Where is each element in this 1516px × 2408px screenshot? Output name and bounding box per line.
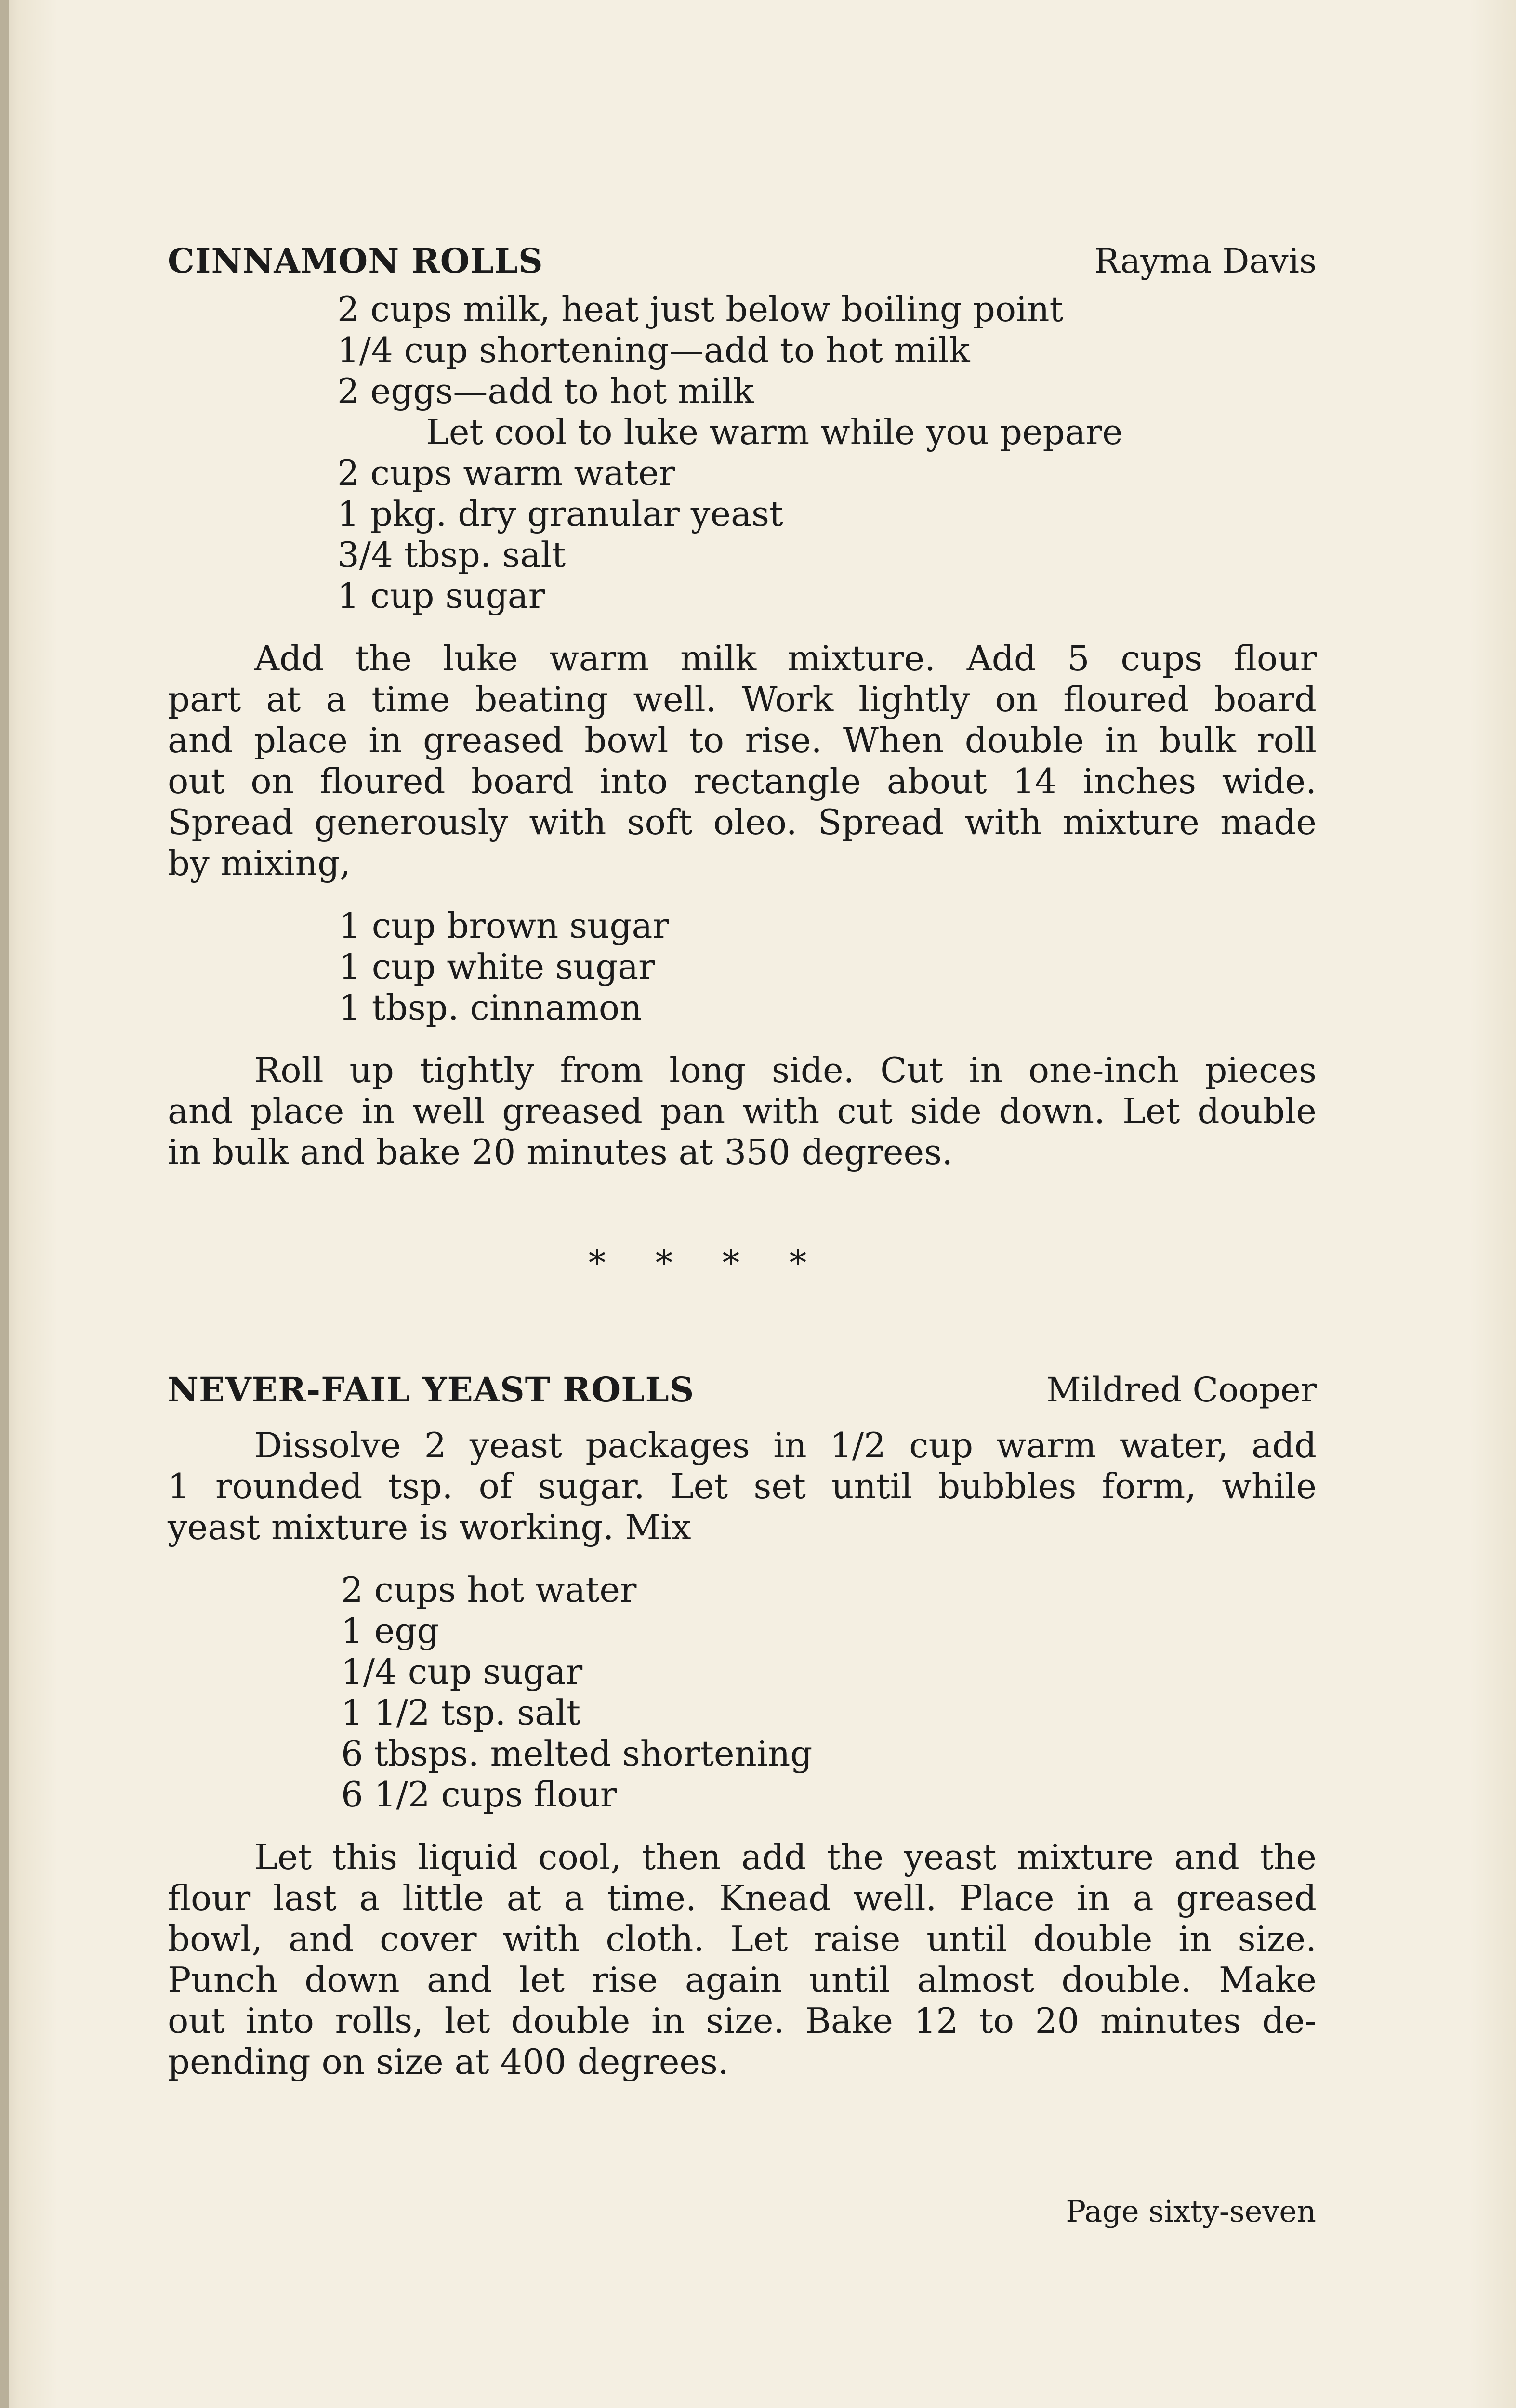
ingredient-item: 1 cup brown sugar [339, 905, 669, 946]
instructions-paragraph [168, 1050, 1317, 1173]
ingredient-item: 2 cups warm water [337, 453, 675, 493]
instructions-paragraph [168, 638, 1317, 884]
paragraph-line: Spread generously with soft oleo. Spread with mixture made [168, 802, 1317, 842]
ingredient-list [341, 1570, 1317, 1815]
recipe-header [168, 241, 1317, 289]
ingredient-item: 2 cups hot water [341, 1570, 637, 1610]
ingredient-item: 1 cup white sugar [339, 946, 655, 987]
paragraph-line: pending on size at 400 degrees. [168, 2042, 729, 2082]
paragraph-line: Let this liquid cool, then add the yeast mixture and the [254, 1837, 1317, 1877]
paragraph-line: in bulk and bake 20 minutes at 350 degrees. [168, 1132, 953, 1172]
ingredient-item: 2 cups milk, heat just below boiling point [337, 289, 1064, 329]
page-number: Page sixty-seven [1066, 2194, 1316, 2229]
ingredient-item: 2 eggs—add to hot milk [337, 371, 754, 411]
recipe-title: CINNAMON ROLLS [168, 241, 543, 281]
ingredient-list [337, 453, 1317, 616]
binding-edge [0, 0, 9, 2408]
paragraph-line: part at a time beating well. Work lightly on floured board [168, 679, 1317, 720]
ingredient-item: 1 egg [341, 1610, 439, 1651]
ingredient-item: 1/4 cup shortening—add to hot milk [337, 330, 970, 370]
ingredient-item: 3/4 tbsp. salt [337, 535, 566, 575]
paragraph-line: Dissolve 2 yeast packages in 1/2 cup warm water, add [254, 1425, 1317, 1466]
ingredient-item: 1 tbsp. cinnamon [339, 987, 642, 1028]
paragraph-line: bowl, and cover with cloth. Let raise until double in size. [168, 1919, 1317, 1959]
topping-list [339, 905, 1317, 1028]
ingredient-item: 1 1/2 tsp. salt [341, 1692, 581, 1733]
paragraph-line: and place in greased bowl to rise. When double in bulk roll [168, 720, 1317, 760]
recipe-title: NEVER-FAIL YEAST ROLLS [168, 1370, 695, 1410]
ingredient-item: 6 1/2 cups flour [341, 1774, 617, 1815]
section-separator: * * * * [588, 1243, 826, 1283]
paragraph-line: out into rolls, let double in size. Bake 12 to 20 minutes de- [168, 2001, 1317, 2041]
paragraph-line: Roll up tightly from long side. Cut in one-inch pieces [254, 1050, 1317, 1090]
paragraph-line: and place in well greased pan with cut side down. Let double [168, 1091, 1317, 1131]
ingredient-list [337, 289, 1317, 412]
recipe-author: Rayma Davis [1094, 241, 1317, 281]
paragraph-line: by mixing, [168, 843, 351, 883]
instructions-paragraph [168, 1837, 1317, 2082]
paragraph-line: flour last a little at a time. Knead well. Place in a greased [168, 1878, 1317, 1918]
ingredient-item: 1 pkg. dry granular yeast [337, 494, 783, 534]
recipe-note: Let cool to luke warm while you pepare [426, 412, 1123, 452]
ingredient-item: 1/4 cup sugar [341, 1651, 583, 1692]
paragraph-line: Add the luke warm milk mixture. Add 5 cups flour [254, 638, 1317, 679]
ingredient-item: 6 tbsps. melted shortening [341, 1733, 813, 1774]
ingredient-item: 1 cup sugar [337, 576, 545, 616]
instructions-paragraph [168, 1425, 1317, 1548]
paragraph-line: out on floured board into rectangle about 14 inches wide. [168, 761, 1317, 801]
text-column [168, 241, 1317, 2082]
recipe-author: Mildred Cooper [1046, 1370, 1317, 1410]
paragraph-line: yeast mixture is working. Mix [168, 1507, 691, 1547]
paragraph-line: 1 rounded tsp. of sugar. Let set until bubbles form, while [168, 1466, 1317, 1506]
recipe-header [168, 1370, 1317, 1418]
paragraph-line: Punch down and let rise again until almost double. Make [168, 1960, 1317, 2000]
